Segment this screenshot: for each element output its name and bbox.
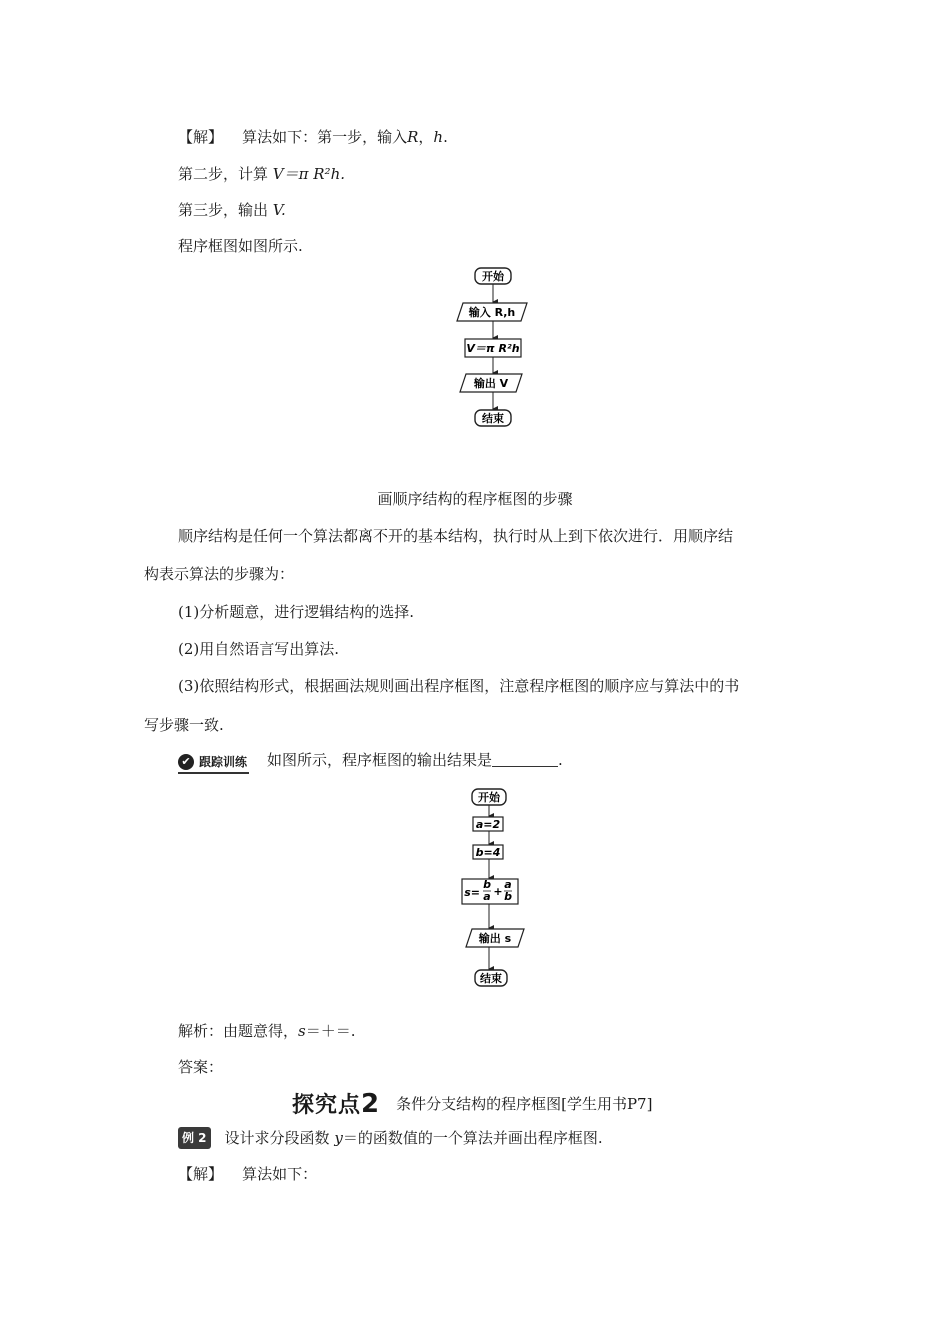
fc2-end-label: 结束 bbox=[480, 972, 502, 985]
var-s: s bbox=[298, 1022, 306, 1040]
fc1-start-label: 开始 bbox=[482, 270, 504, 283]
solution-label: 【解】 bbox=[178, 1165, 224, 1183]
method-p1a: 顺序结构是任何一个算法都离不开的基本结构，执行时从上到下依次进行．用顺序结 bbox=[178, 527, 734, 545]
check-icon: ✔ bbox=[178, 754, 194, 770]
solution1-text: 算法如下：第一步，输入 bbox=[242, 128, 408, 146]
fc2-frac1-num: b bbox=[483, 878, 491, 891]
fc2-plus: + bbox=[493, 885, 503, 898]
example-text-a: 设计求分段函数 bbox=[224, 1129, 330, 1147]
fc2-start-label: 开始 bbox=[478, 791, 500, 804]
section-2-subtitle: 条件分支结构的程序框图[学生用书P7] bbox=[396, 1095, 653, 1113]
flowchart-intro: 程序框图如图所示. bbox=[178, 237, 303, 255]
method-step3a: (3)依照结构形式，根据画法规则画出程序框图，注意程序框图的顺序应与算法中的书 bbox=[178, 677, 740, 695]
section-number: 2 bbox=[361, 1089, 381, 1119]
method-step3b: 写步骤一致. bbox=[144, 716, 224, 734]
fc2-assign-a-label: a=2 bbox=[475, 818, 501, 831]
training-badge bbox=[178, 752, 249, 774]
method-step2: (2)用自然语言写出算法. bbox=[178, 640, 340, 658]
solution-label: 【解】 bbox=[178, 128, 224, 146]
section-2-title bbox=[292, 1089, 381, 1119]
section-2-heading bbox=[292, 1088, 652, 1119]
period: . bbox=[558, 751, 563, 769]
example2-line bbox=[178, 1127, 603, 1149]
training-question: 如图所示，程序框图的输出结果是 bbox=[267, 751, 493, 769]
solution1-line1 bbox=[178, 127, 448, 147]
fc2-frac2-den: b bbox=[504, 890, 512, 903]
analysis-text: 解析：由题意得， bbox=[178, 1022, 299, 1040]
training-badge-label: 跟踪训练 bbox=[199, 755, 248, 769]
solution1-line4 bbox=[178, 236, 303, 256]
fc1-output-label: 输出 V bbox=[473, 377, 509, 390]
answer-blank bbox=[492, 752, 558, 767]
fc2-output-label: 输出 s bbox=[478, 932, 512, 945]
fc1-output bbox=[460, 374, 522, 392]
solution1-line3 bbox=[178, 200, 286, 220]
analysis-line bbox=[178, 1021, 356, 1041]
example-badge: 例 2 bbox=[178, 1127, 211, 1149]
solution2-line bbox=[178, 1164, 317, 1184]
training-line bbox=[178, 750, 563, 774]
step2-text: 第二步，计算 bbox=[178, 165, 269, 183]
fc2-assign-b bbox=[473, 845, 503, 859]
fc1-start bbox=[475, 268, 511, 284]
var-h: h bbox=[433, 128, 444, 146]
fc2-end bbox=[475, 970, 507, 986]
answer-line: 答案： bbox=[178, 1058, 224, 1076]
analysis-end: ＝＋＝. bbox=[305, 1022, 356, 1040]
separator: ， bbox=[418, 128, 434, 146]
method-p1b: 构表示算法的步骤为： bbox=[144, 565, 295, 583]
fc2-compute-lhs: s= bbox=[464, 886, 480, 899]
fc2-assign-a bbox=[473, 817, 503, 831]
volume-formula: V＝π R²h. bbox=[272, 165, 345, 183]
fc2-output bbox=[466, 929, 524, 947]
var-v: V. bbox=[272, 201, 286, 219]
solution1-line2 bbox=[178, 164, 345, 184]
flowchart-1 bbox=[450, 266, 540, 434]
solution2-text: 算法如下： bbox=[242, 1165, 318, 1183]
fc1-input bbox=[457, 303, 527, 321]
fc2-compute bbox=[462, 878, 518, 904]
var-y: y bbox=[334, 1129, 343, 1147]
fc2-start bbox=[472, 789, 506, 805]
var-r: R bbox=[407, 128, 419, 146]
fc2-assign-b-label: b=4 bbox=[475, 846, 501, 859]
step3-text: 第三步，输出 bbox=[178, 201, 269, 219]
fc1-process-label: V＝π R²h bbox=[466, 342, 520, 355]
example-text-b: ＝的函数值的一个算法并画出程序框图. bbox=[342, 1129, 603, 1147]
fc1-end-label: 结束 bbox=[482, 412, 504, 425]
fc1-end bbox=[475, 410, 511, 426]
fc1-process bbox=[465, 339, 521, 357]
period: . bbox=[443, 128, 448, 146]
method-step1: (1)分析题意，进行逻辑结构的选择. bbox=[178, 603, 415, 621]
fc2-frac2-num: a bbox=[504, 878, 512, 891]
section-title-text: 探究点 bbox=[292, 1093, 362, 1118]
fc2-frac1-den: a bbox=[483, 890, 491, 903]
method-title: 画顺序结构的程序框图的步骤 bbox=[377, 490, 573, 508]
flowchart-2 bbox=[446, 786, 536, 991]
fc1-input-label: 输入 R,h bbox=[468, 306, 516, 319]
